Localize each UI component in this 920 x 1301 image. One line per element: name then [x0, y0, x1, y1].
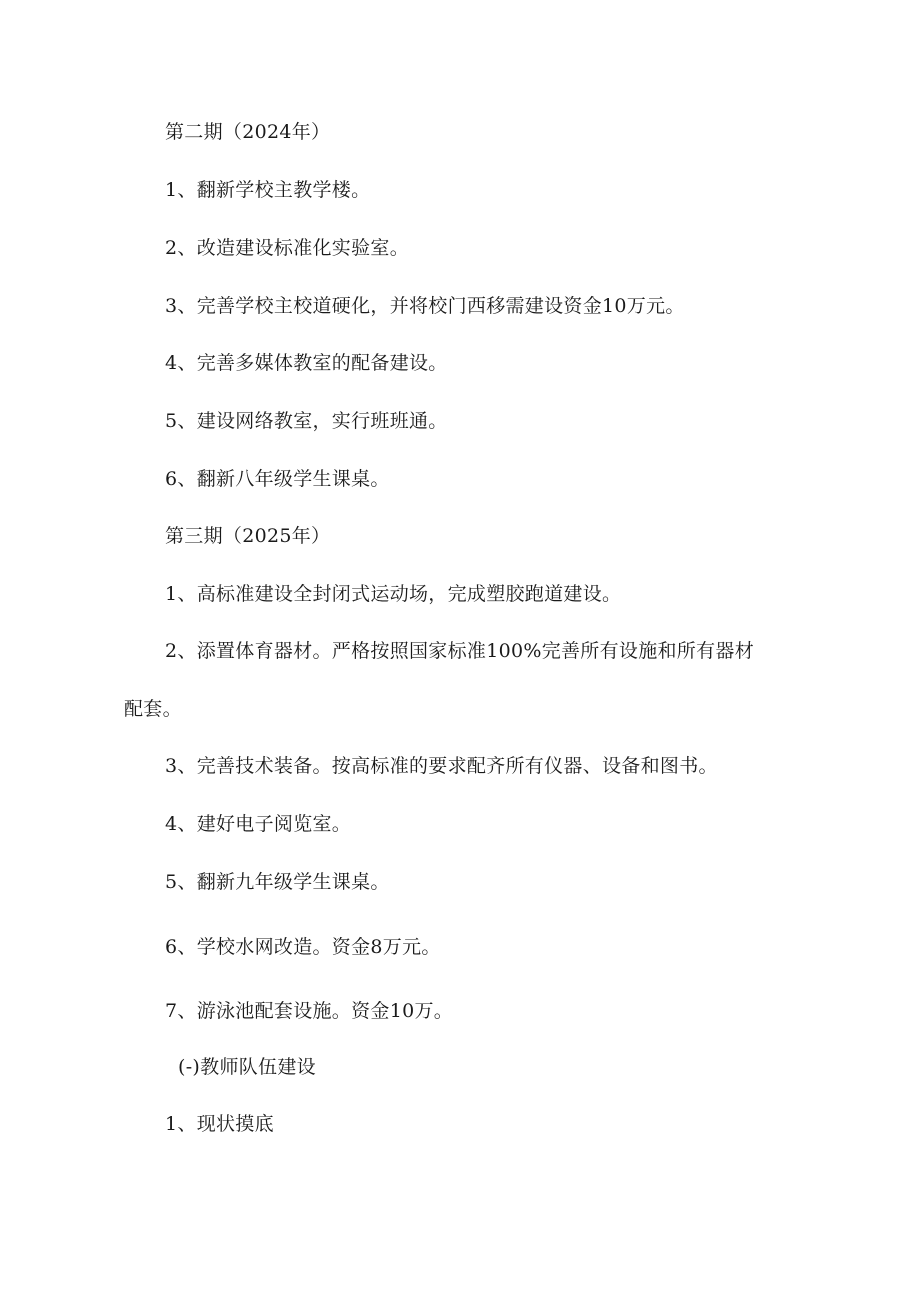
phase-three-item-4: 4、建好电子阅览室。	[165, 813, 352, 835]
phase-three-item-6: 6、学校水网改造。资金8万元。	[165, 936, 441, 958]
phase-two-item-5: 5、建设网络教室，实行班班通。	[165, 410, 448, 432]
phase-two-item-2: 2、改造建设标准化实验室。	[165, 237, 409, 259]
phase-three-item-1: 1、高标准建设全封闭式运动场，完成塑胶跑道建设。	[165, 583, 622, 605]
teacher-team-heading: (-)教师队伍建设	[178, 1056, 316, 1078]
teacher-team-item-1: 1、现状摸底	[165, 1113, 274, 1135]
phase-two-heading: 第二期（2024年）	[165, 121, 331, 143]
phase-two-item-6: 6、翻新八年级学生课桌。	[165, 468, 390, 490]
phase-two-item-1: 1、翻新学校主教学楼。	[165, 179, 371, 201]
phase-three-item-5: 5、翻新九年级学生课桌。	[165, 871, 390, 893]
phase-two-item-3: 3、完善学校主校道硬化，并将校门西移需建设资金10万元。	[165, 295, 685, 317]
phase-three-item-2-continued: 配套。	[124, 698, 182, 720]
phase-three-item-7: 7、游泳池配套设施。资金10万。	[165, 1000, 454, 1022]
phase-two-item-4: 4、完善多媒体教室的配备建设。	[165, 352, 448, 374]
phase-three-heading: 第三期（2025年）	[165, 525, 331, 547]
phase-three-item-3: 3、完善技术装备。按高标准的要求配齐所有仪器、设备和图书。	[165, 755, 718, 777]
phase-three-item-2: 2、添置体育器材。严格按照国家标准100%完善所有设施和所有器材	[165, 640, 755, 662]
